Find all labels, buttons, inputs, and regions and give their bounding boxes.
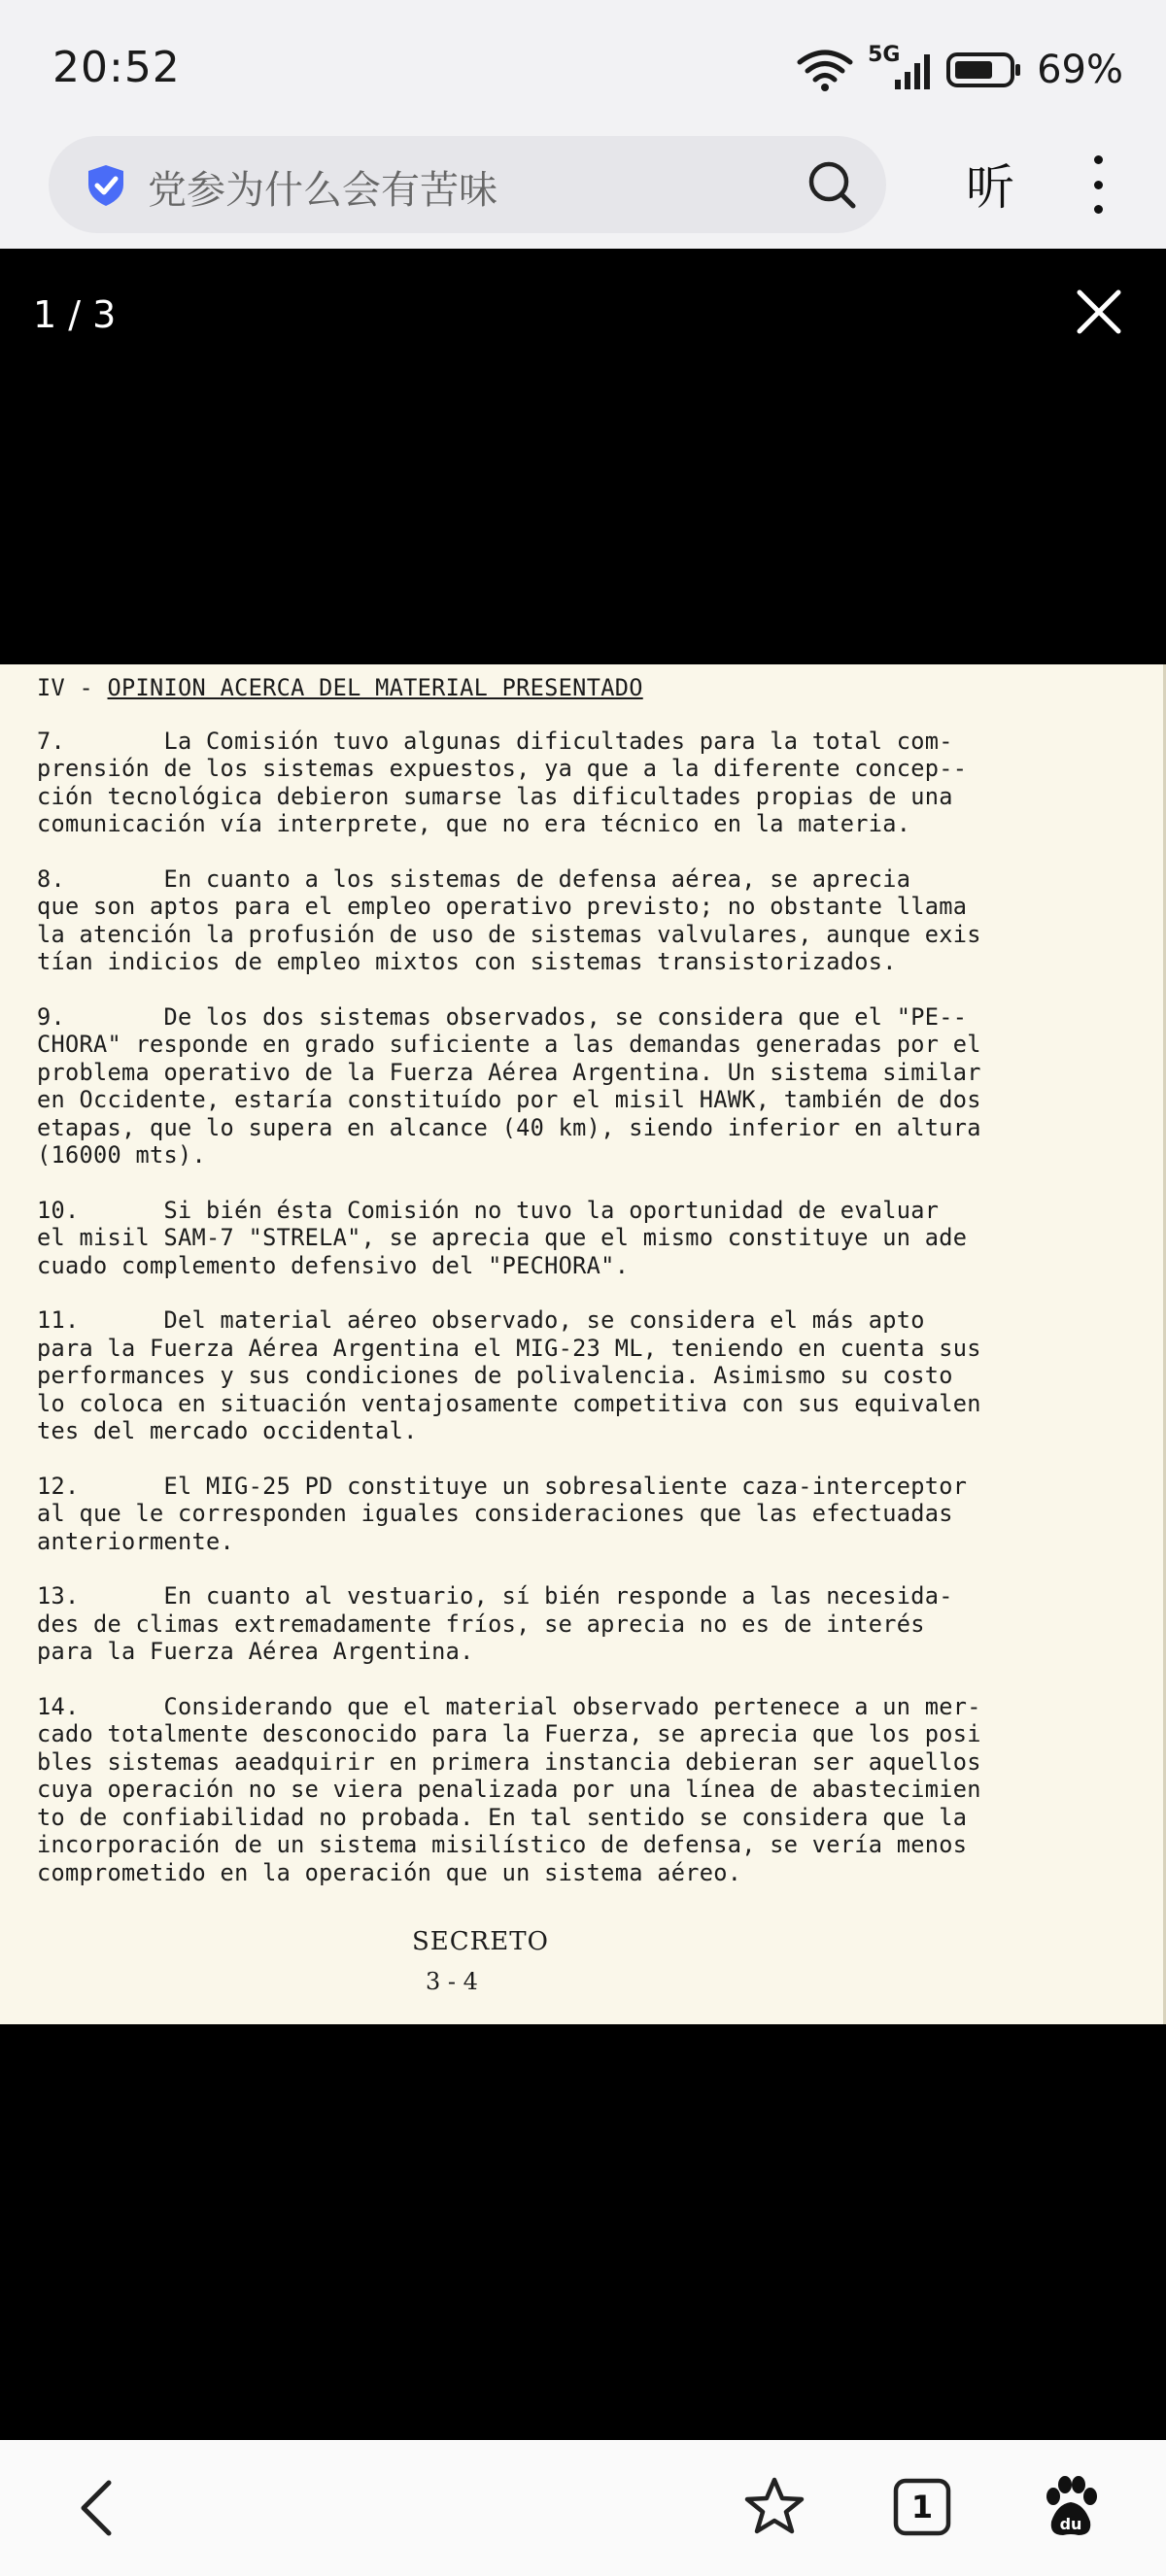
- document-text: [37, 674, 1135, 1914]
- paragraph-13: 13. En cuanto al vestuario, sí bién responde a las necesida- des de climas extremadamente fríos, se aprecia no es de interés para la Fuerza Aérea Argentina.: [37, 1582, 953, 1665]
- shield-check-icon: [86, 163, 126, 208]
- wifi-icon: [796, 49, 854, 91]
- paragraph-10: 10. Si bién ésta Comisión no tuvo la oportunidad de evaluar el misil SAM-7 "STRELA", se aprecia que el mismo constituye un ade cuado complemento defensivo del "PECHORA".: [37, 1196, 968, 1279]
- listen-button[interactable]: 听: [966, 159, 1014, 216]
- search-bar[interactable]: [49, 136, 886, 233]
- heading-title: OPINION ACERCA DEL MATERIAL PRESENTADO: [107, 674, 643, 701]
- more-options-icon[interactable]: [1077, 146, 1119, 223]
- paragraph-7: 7. La Comisión tuvo algunas dificultades para la total com- prensión de los sistemas expuestos, ya que a la diferente concep-- ción tecnológica debieron sumarse las dificultades propias de una comunicación vía interprete, que no era técnico en la materia.: [37, 727, 968, 837]
- paragraph-12: 12. El MIG-25 PD constituye un sobresaliente caza-interceptor al que le corresponden iguales consideraciones que las efectuadas anteriormente.: [37, 1472, 968, 1555]
- baidu-paw-icon[interactable]: [1040, 2475, 1102, 2539]
- battery-percentage: 69%: [1037, 48, 1123, 92]
- search-query-text[interactable]: 党参为什么会有苦味: [148, 168, 497, 213]
- browser-top-area: [0, 0, 1166, 249]
- tabs-count[interactable]: 1: [910, 2489, 934, 2525]
- paragraph-9: 9. De los dos sistemas observados, se considera que el "PE-- CHORA" responde en grado suficiente a las demandas generadas por el problema operativo de la Fuerza Aérea Argentina. Un sistema similar en Occidente, estaría constituído por el misil HAWK, también de dos etapas, que lo supera en alcance (40 km), siendo inferior en altura (16000 mts).: [37, 1002, 981, 1169]
- signal-indicator: [868, 43, 932, 93]
- network-type-label: 5G: [868, 43, 901, 67]
- paragraph-8: 8. En cuanto a los sistemas de defensa aérea, se aprecia que son aptos para el empleo operativo previsto; no obstante llama la atención la profusión de uso de sistemas valvulares, aunque exis tían indicios de empleo mixtos con sistemas transistorizados.: [37, 864, 981, 975]
- image-viewer: [0, 249, 1166, 2440]
- close-icon[interactable]: [1075, 288, 1123, 336]
- document-classification: SECRETO: [412, 1927, 549, 1956]
- status-icons: [796, 43, 1123, 97]
- bottom-navigation: [0, 2440, 1166, 2576]
- status-bar: [0, 0, 1166, 136]
- svg-text:du: du: [1059, 2515, 1082, 2533]
- document-heading: [37, 674, 1135, 702]
- document-page-number: 3 - 4: [426, 1968, 478, 1995]
- status-time: 20:52: [52, 43, 181, 92]
- search-icon[interactable]: [805, 157, 859, 212]
- favorite-star-icon[interactable]: [742, 2475, 806, 2539]
- paragraph-14: 14. Considerando que el material observado pertenece a un mer- cado totalmente desconocido para la Fuerza, se aprecia que los posi bles sistemas aeadquirir en primera instancia debieran ser aquellos cuya operación no se viera penalizada por una línea de abastecimien to de confiabilidad no probada. En tal sentido se considera que la incorporación de un sistema misilístico de defensa, se vería menos comprometido en la operación que un sistema aéreo.: [37, 1692, 981, 1886]
- document-image[interactable]: [0, 664, 1166, 2024]
- paragraph-11: 11. Del material aéreo observado, se considera el más apto para la Fuerza Aérea Argentina el MIG-23 ML, teniendo en cuenta sus performances y sus condiciones de polivalencia. Asimismo su costo lo coloca en situación ventajosamente competitiva con sus equivalen tes del mercado occidental.: [37, 1306, 981, 1444]
- cellular-signal-icon: [893, 51, 932, 93]
- heading-prefix: IV -: [37, 674, 108, 701]
- page-counter: 1 / 3: [33, 293, 117, 336]
- battery-icon: [945, 51, 1023, 89]
- back-icon[interactable]: [70, 2477, 128, 2539]
